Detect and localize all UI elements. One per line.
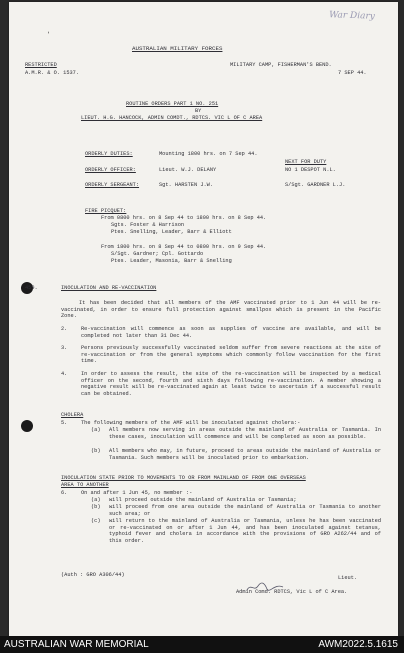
paragraph-number: 2. bbox=[61, 326, 68, 332]
paragraph: Persons previously successfully vaccinated seldom suffer from severe reactions at the site of re-vaccination or from the general symptoms which commonly follow vaccination for the first time. bbox=[81, 345, 381, 365]
orders-title: ROUTINE ORDERS PART 1 NO. 251 bbox=[126, 101, 219, 107]
margin-mark: ʼ bbox=[46, 32, 51, 41]
item-label: (c) bbox=[91, 518, 101, 524]
cholera-heading: CHOLERA bbox=[61, 412, 84, 418]
fire-picquet-line: From 0800 hrs. on 8 Sep 44 to 1800 hrs. on 8 Sep 44. bbox=[101, 215, 267, 221]
item-label: (a) bbox=[91, 497, 101, 503]
authority-reference: (Auth : GRO A306/44) bbox=[61, 572, 125, 578]
fire-picquet-line: Ptes. Snelling, Leader, Barr & Elliott bbox=[111, 229, 232, 235]
orderly-duties-value: Mounting 1800 hrs. on 7 Sep 44. bbox=[159, 151, 258, 157]
inoculation-heading: AREA TO ANOTHER bbox=[61, 482, 109, 488]
fire-picquet-line: From 1800 hrs. on 8 Sep 44 to 0800 hrs. on 9 Sep 44. bbox=[101, 244, 267, 250]
inoculation-intro: On and after 1 Jun 45, no member :- bbox=[81, 490, 193, 496]
form-reference: A.M.R. & O. 1537. bbox=[25, 70, 80, 76]
fire-picquet-label: FIRE PICQUET: bbox=[85, 208, 127, 214]
paragraph-number: 3. bbox=[61, 345, 68, 351]
fire-picquet-line: Ptes. Leader, Masonia, Barr & Snelling bbox=[111, 258, 232, 264]
paragraph-number: 4. bbox=[61, 371, 68, 377]
cholera-intro: The following members of the AMF will be inoculated against cholera:- bbox=[81, 420, 301, 426]
footer-institution: AUSTRALIAN WAR MEMORIAL bbox=[4, 639, 149, 650]
item-label: (b) bbox=[91, 448, 101, 454]
paragraph: In order to assess the result, the site of the re-vaccination will be inspected by a medical officer on the second, fourth and sixth days following re-vaccination. A member showing a negative result will be re-vaccinated again at least twice to ascertain if a successful result can be obtained. bbox=[81, 371, 381, 397]
archive-footer bbox=[0, 636, 404, 653]
location: MILITARY CAMP, FISHERMAN'S BEND. bbox=[230, 62, 332, 68]
classification: RESTRICTED bbox=[25, 62, 57, 68]
signatory-rank: Lieut. bbox=[338, 575, 358, 581]
fire-picquet-line: S/Sgt. Gardner; Cpl. Gottardo bbox=[111, 251, 204, 257]
fire-picquet-line: Sgts. Foster & Harrison bbox=[111, 222, 185, 228]
item-label: (b) bbox=[91, 504, 101, 510]
document-title: AUSTRALIAN MILITARY FORCES bbox=[132, 45, 223, 52]
inoculation-item: will return to the mainland of Australia or Tasmania, unless he has been vaccinated or re-vaccinated on or after 1 Jun 44, and has been inoculated against tetanus, typhoid fever and cholera in accordance with the provisions of GRO A262/44 and of this order. bbox=[109, 518, 381, 544]
inoculation-item: will proceed outside the mainland of Australia or Tasmania; bbox=[109, 497, 297, 503]
orderly-duties-label: ORDERLY DUTIES: bbox=[85, 151, 133, 157]
document-date: 7 SEP 44. bbox=[338, 70, 367, 76]
inoculation-heading: INOCULATION STATE PRIOR TO MOVEMENTS TO OR FROM MAINLAND OF FROM ONE OVERSEAS bbox=[61, 475, 306, 481]
cholera-item: All members now serving in areas outside the mainland of Australia or Tasmania. In these cases, inoculation will commence and will be completed as soon as possible. bbox=[109, 427, 381, 440]
orders-author: LIEUT. H.G. HANCOCK, ADMIN COMDT., RDTCS. VIC L OF C AREA bbox=[81, 115, 263, 121]
paragraph-number: 6. bbox=[61, 490, 68, 496]
orderly-officer-next: NO 1 DESPOT N.L. bbox=[285, 167, 336, 173]
orderly-sergeant-next: S/Sgt. GARDNER L.J. bbox=[285, 182, 346, 188]
footer-accession-number: AWM2022.5.1615 bbox=[318, 639, 398, 650]
paragraph: It has been decided that all members of the AMF vaccinated prior to 1 Jun 44 will be re-vaccinated, in order to ensure full protection against smallpox which is present in the Pacific Zone. bbox=[61, 300, 381, 320]
orderly-officer-value: Lieut. W.J. DELANY bbox=[159, 167, 217, 173]
orderly-sergeant-value: Sgt. HARSTEN J.W. bbox=[159, 182, 214, 188]
signatory-title: Admin Comd. RDTCS, Vic L of C Area. bbox=[236, 589, 348, 595]
document-page bbox=[9, 2, 398, 636]
section-number: 459. bbox=[25, 285, 38, 291]
orderly-sergeant-label: ORDERLY SERGEANT: bbox=[85, 182, 140, 188]
paragraph: Re-vaccination will commence as soon as supplies of vaccine are available, and will be completed not later than 31 Dec 44. bbox=[81, 326, 381, 339]
cholera-item: All members who may, in future, proceed to areas outside the mainland of Australia or Tasmania. Such members will be inoculated prior to embarkation. bbox=[109, 448, 381, 461]
section-heading: INOCULATION AND RE-VACCINATION bbox=[61, 285, 157, 291]
orderly-officer-label: ORDERLY OFFICER: bbox=[85, 167, 136, 173]
item-label: (a) bbox=[91, 427, 101, 433]
next-for-duty-label: NEXT FOR DUTY bbox=[285, 159, 327, 165]
handwritten-note: War Diary bbox=[328, 10, 376, 22]
inoculation-item: will proceed from one area outside the mainland of Australia or Tasmania to another such area; or bbox=[109, 504, 381, 517]
punch-hole bbox=[21, 420, 33, 432]
paragraph-number: 5. bbox=[61, 420, 68, 426]
orders-by: BY bbox=[195, 108, 202, 114]
